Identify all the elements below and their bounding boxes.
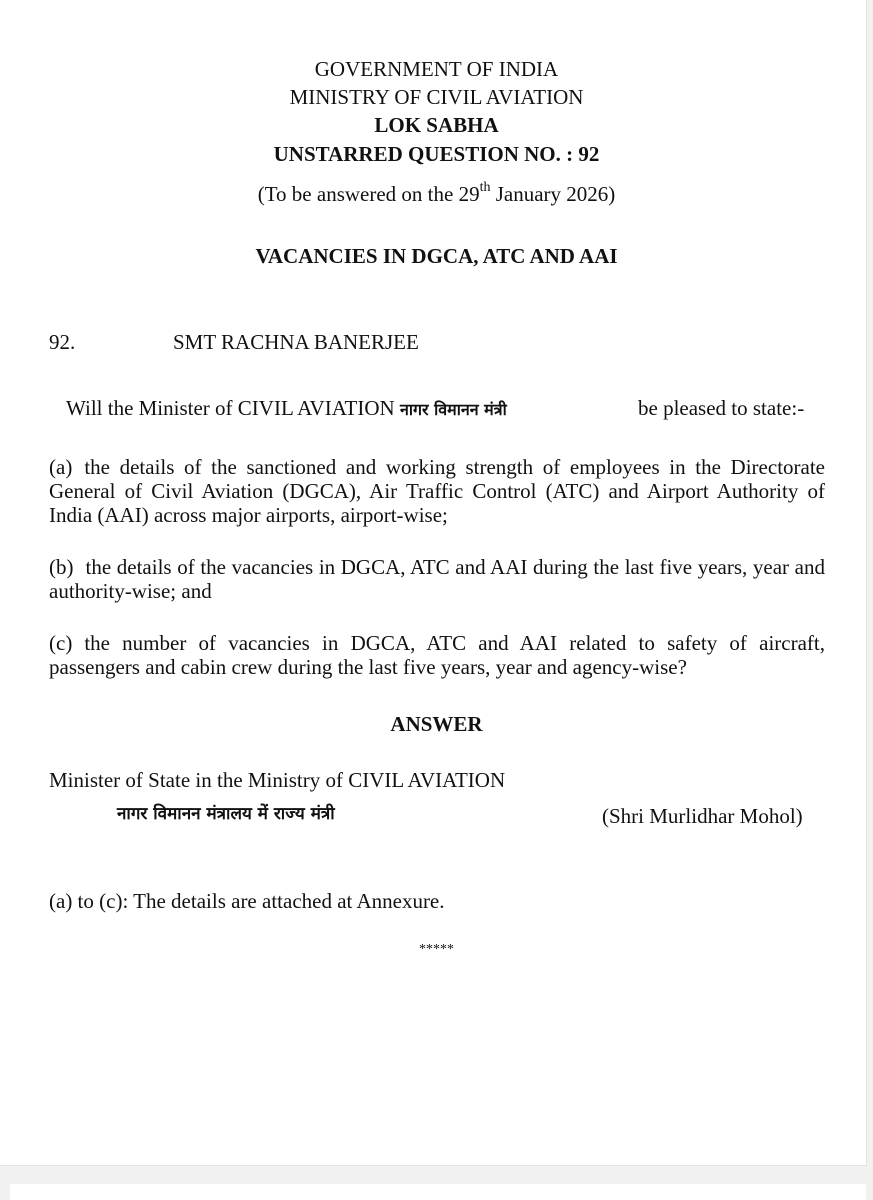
document-title: VACANCIES IN DGCA, ATC AND AAI	[255, 244, 618, 268]
part-label: (b)	[49, 555, 74, 579]
header-answer-date	[0, 180, 873, 208]
question-part-b	[49, 555, 825, 603]
part-label: (a)	[49, 455, 73, 479]
question-intro-suffix: be pleased to state:-	[638, 396, 805, 420]
question-intro-hindi: नागर विमानन मंत्री	[399, 400, 507, 419]
header-question-number: UNSTARRED QUESTION NO. : 92	[273, 142, 600, 166]
minister-name: (Shri Murlidhar Mohol)	[602, 804, 803, 828]
answer-date-superscript: th	[479, 180, 491, 195]
end-mark: *****	[419, 942, 454, 957]
question-intro	[66, 394, 507, 424]
minister-title-hindi: नागर विमानन मंत्रालय में राज्य मंत्री	[117, 804, 335, 824]
header-house: LOK SABHA	[374, 113, 499, 137]
page-separator	[0, 1166, 873, 1184]
part-text: the details of the vacancies in DGCA, ATC and AAI during the last five years, year and authority-wise; and	[49, 555, 825, 603]
question-part-c	[49, 631, 825, 679]
part-text: the number of vacancies in DGCA, ATC and AAI related to safety of aircraft, passengers and cabin crew during the last five years, year and agency-wise?	[49, 631, 825, 679]
header-ministry: MINISTRY OF CIVIL AVIATION	[289, 85, 584, 109]
answer-heading: ANSWER	[390, 712, 483, 736]
question-intro-text: Will the Minister of CIVIL AVIATION	[66, 396, 395, 420]
next-page-edge	[10, 1184, 866, 1200]
answer-date-suffix: January 2026)	[490, 182, 616, 206]
minister-title: Minister of State in the Ministry of CIVIL AVIATION	[49, 768, 506, 792]
answer-date-prefix: (To be answered on the 29	[257, 182, 480, 206]
question-number: 92.	[49, 330, 76, 354]
question-part-a	[49, 455, 825, 527]
part-text: the details of the sanctioned and working strength of employees in the Directorate General of Civil Aviation (DGCA), Air Traffic Control (ATC) and Airport Authority of India (AAI) across major airports, airport-wise;	[49, 455, 825, 527]
answer-body: (a) to (c): The details are attached at Annexure.	[49, 889, 445, 913]
header-government: GOVERNMENT OF INDIA	[314, 57, 559, 81]
part-label: (c)	[49, 631, 73, 655]
member-name: SMT RACHNA BANERJEE	[173, 330, 419, 354]
